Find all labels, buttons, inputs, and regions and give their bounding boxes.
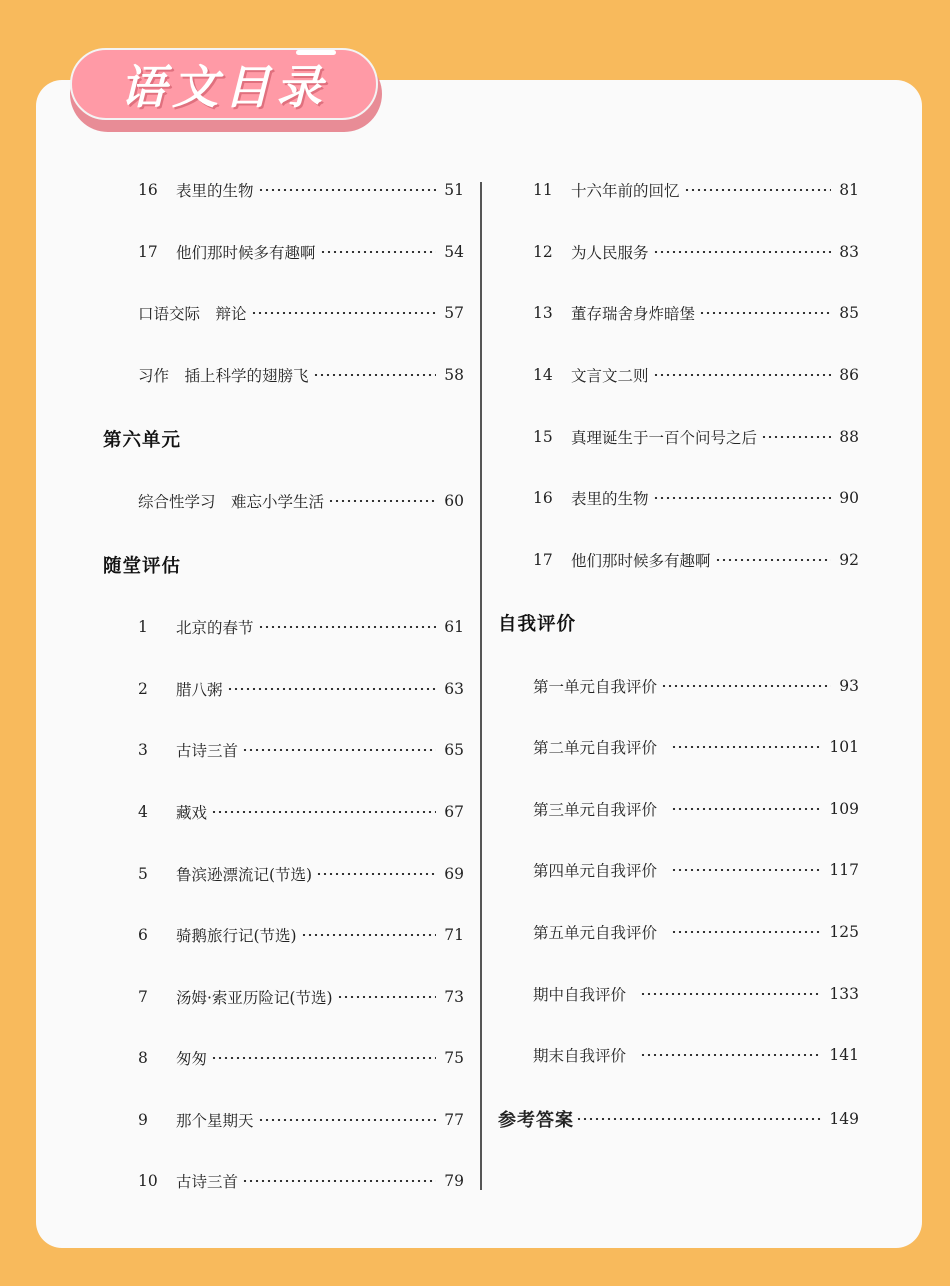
section-heading-unit6: 第六单元 (103, 430, 182, 451)
dot-leader (301, 934, 437, 936)
entry-page: 90 (839, 489, 859, 507)
toc-entry[interactable] (533, 674, 859, 698)
entry-page: 109 (829, 800, 859, 818)
dot-leader (328, 500, 436, 502)
entry-number: 9 (138, 1111, 148, 1129)
dot-leader (640, 993, 821, 995)
entry-number: 13 (533, 304, 553, 322)
entry-page: 117 (829, 861, 859, 879)
entry-page: 85 (839, 304, 859, 322)
dot-leader (211, 1057, 436, 1059)
entry-page: 65 (444, 741, 464, 759)
entry-page: 57 (444, 304, 464, 322)
entry-page: 141 (829, 1046, 859, 1064)
toc-entry[interactable] (533, 363, 859, 387)
toc-entry[interactable] (533, 735, 859, 759)
entry-page: 60 (444, 492, 464, 510)
dot-leader (337, 996, 437, 998)
dot-leader (258, 189, 437, 191)
entry-title: 他们那时候多有趣啊 (176, 244, 316, 262)
entry-number: 16 (533, 489, 553, 507)
toc-entry[interactable] (533, 240, 859, 264)
entry-title: 十六年前的回忆 (571, 182, 680, 200)
entry-number: 16 (138, 181, 158, 199)
entry-number: 17 (138, 243, 158, 261)
dot-leader (671, 869, 821, 871)
entry-page: 101 (829, 738, 859, 756)
page-title: 语文目录 (120, 60, 328, 114)
toc-entry[interactable] (138, 677, 464, 701)
entry-number: 14 (533, 366, 553, 384)
entry-page: 81 (839, 181, 859, 199)
entry-title: 为人民服务 (571, 244, 649, 262)
entry-number: 2 (138, 680, 148, 698)
toc-entry[interactable] (138, 1108, 464, 1132)
entry-title: 古诗三首 (176, 1173, 239, 1191)
dot-leader (699, 312, 831, 314)
entry-page: 79 (444, 1172, 464, 1190)
column-divider (480, 182, 482, 1190)
toc-entry[interactable] (138, 923, 464, 947)
entry-page: 69 (444, 865, 464, 883)
entry-title: 古诗三首 (176, 742, 239, 760)
entry-page: 92 (839, 551, 859, 569)
toc-entry[interactable] (138, 1169, 464, 1193)
toc-entry[interactable] (533, 1043, 859, 1067)
entry-title: 藏戏 (176, 804, 208, 822)
dot-leader (258, 1119, 437, 1121)
dot-leader (671, 808, 821, 810)
dot-leader (653, 497, 832, 499)
entry-title: 期末自我评价 (533, 1047, 627, 1065)
toc-entry[interactable] (138, 862, 464, 886)
toc-entry[interactable] (533, 486, 859, 510)
entry-page: 63 (444, 680, 464, 698)
dot-leader (211, 811, 436, 813)
entry-number: 3 (138, 741, 148, 759)
dot-leader (320, 251, 437, 253)
dot-leader (576, 1118, 821, 1120)
entry-title: 真理诞生于一百个问号之后 (571, 429, 758, 447)
toc-entry[interactable] (138, 800, 464, 824)
entry-title: 匆匆 (176, 1050, 208, 1068)
dot-leader (715, 559, 832, 561)
entry-title: 口语交际 辩论 (138, 305, 247, 323)
toc-entry[interactable] (533, 858, 859, 882)
toc-entry[interactable] (138, 985, 464, 1009)
toc-entry[interactable] (533, 301, 859, 325)
section-heading-assess: 随堂评估 (103, 556, 182, 577)
toc-entry[interactable] (533, 920, 859, 944)
title-decoration (296, 50, 336, 55)
dot-leader (251, 312, 437, 314)
dot-leader (227, 688, 437, 690)
toc-entry[interactable] (138, 240, 464, 264)
entry-title: 第一单元自我评价 (533, 678, 658, 696)
entry-title: 期中自我评价 (533, 986, 627, 1004)
entry-number: 11 (533, 181, 553, 199)
toc-entry[interactable] (138, 615, 464, 639)
dot-leader (640, 1054, 821, 1056)
toc-entry[interactable] (138, 178, 464, 202)
entry-title: 综合性学习 难忘小学生活 (138, 493, 325, 511)
title-badge (70, 48, 378, 120)
entry-page: 73 (444, 988, 464, 1006)
entry-number: 4 (138, 803, 148, 821)
dot-leader (761, 436, 831, 438)
entry-title: 鲁滨逊漂流记(节选) (176, 866, 313, 884)
toc-entry[interactable] (533, 425, 859, 449)
entry-title: 第四单元自我评价 (533, 862, 658, 880)
entry-page: 88 (839, 428, 859, 446)
entry-title: 骑鹅旅行记(节选) (176, 927, 297, 945)
entry-page: 77 (444, 1111, 464, 1129)
toc-entry[interactable] (533, 982, 859, 1006)
section-heading-self: 自我评价 (498, 614, 577, 635)
entry-title: 第二单元自我评价 (533, 739, 658, 757)
entry-title: 第三单元自我评价 (533, 801, 658, 819)
entry-page: 51 (444, 181, 464, 199)
dot-leader (671, 931, 821, 933)
entry-title: 表里的生物 (176, 182, 254, 200)
entry-page: 58 (444, 366, 464, 384)
entry-title: 文言文二则 (571, 367, 649, 385)
toc-entry[interactable] (533, 548, 859, 572)
entry-number: 7 (138, 988, 148, 1006)
dot-leader (258, 626, 437, 628)
toc-entry[interactable] (533, 797, 859, 821)
toc-entry[interactable] (138, 301, 464, 325)
entry-title: 习作 插上科学的翅膀飞 (138, 367, 309, 385)
entry-title: 参考答案 (498, 1110, 574, 1131)
entry-number: 17 (533, 551, 553, 569)
toc-entry[interactable] (138, 489, 464, 513)
entry-page: 83 (839, 243, 859, 261)
entry-title: 汤姆·索亚历险记(节选) (176, 989, 333, 1007)
entry-number: 6 (138, 926, 148, 944)
dot-leader (653, 251, 832, 253)
entry-page: 149 (829, 1110, 859, 1128)
entry-title: 那个星期天 (176, 1112, 254, 1130)
dot-leader (316, 873, 436, 875)
entry-page: 125 (829, 923, 859, 941)
entry-title: 北京的春节 (176, 619, 254, 637)
entry-page: 93 (839, 677, 859, 695)
dot-leader (671, 746, 821, 748)
entry-title: 表里的生物 (571, 490, 649, 508)
entry-page: 75 (444, 1049, 464, 1067)
entry-title: 他们那时候多有趣啊 (571, 552, 711, 570)
entry-title: 董存瑞舍身炸暗堡 (571, 305, 696, 323)
entry-page: 133 (829, 985, 859, 1003)
entry-page: 61 (444, 618, 464, 636)
dot-leader (242, 1180, 436, 1182)
toc-entry[interactable] (138, 363, 464, 387)
entry-title: 第五单元自我评价 (533, 924, 658, 942)
toc-entry-answers[interactable] (498, 1107, 859, 1131)
dot-leader (242, 749, 436, 751)
entry-number: 10 (138, 1172, 158, 1190)
toc-entry[interactable] (533, 178, 859, 202)
dot-leader (661, 685, 831, 687)
dot-leader (653, 374, 832, 376)
dot-leader (684, 189, 832, 191)
dot-leader (313, 374, 437, 376)
entry-number: 1 (138, 618, 148, 636)
entry-number: 5 (138, 865, 148, 883)
entry-page: 54 (444, 243, 464, 261)
entry-page: 67 (444, 803, 464, 821)
entry-number: 8 (138, 1049, 148, 1067)
entry-number: 12 (533, 243, 553, 261)
toc-entry[interactable] (138, 738, 464, 762)
entry-page: 71 (444, 926, 464, 944)
entry-number: 15 (533, 428, 553, 446)
entry-title: 腊八粥 (176, 681, 223, 699)
toc-entry[interactable] (138, 1046, 464, 1070)
entry-page: 86 (839, 366, 859, 384)
